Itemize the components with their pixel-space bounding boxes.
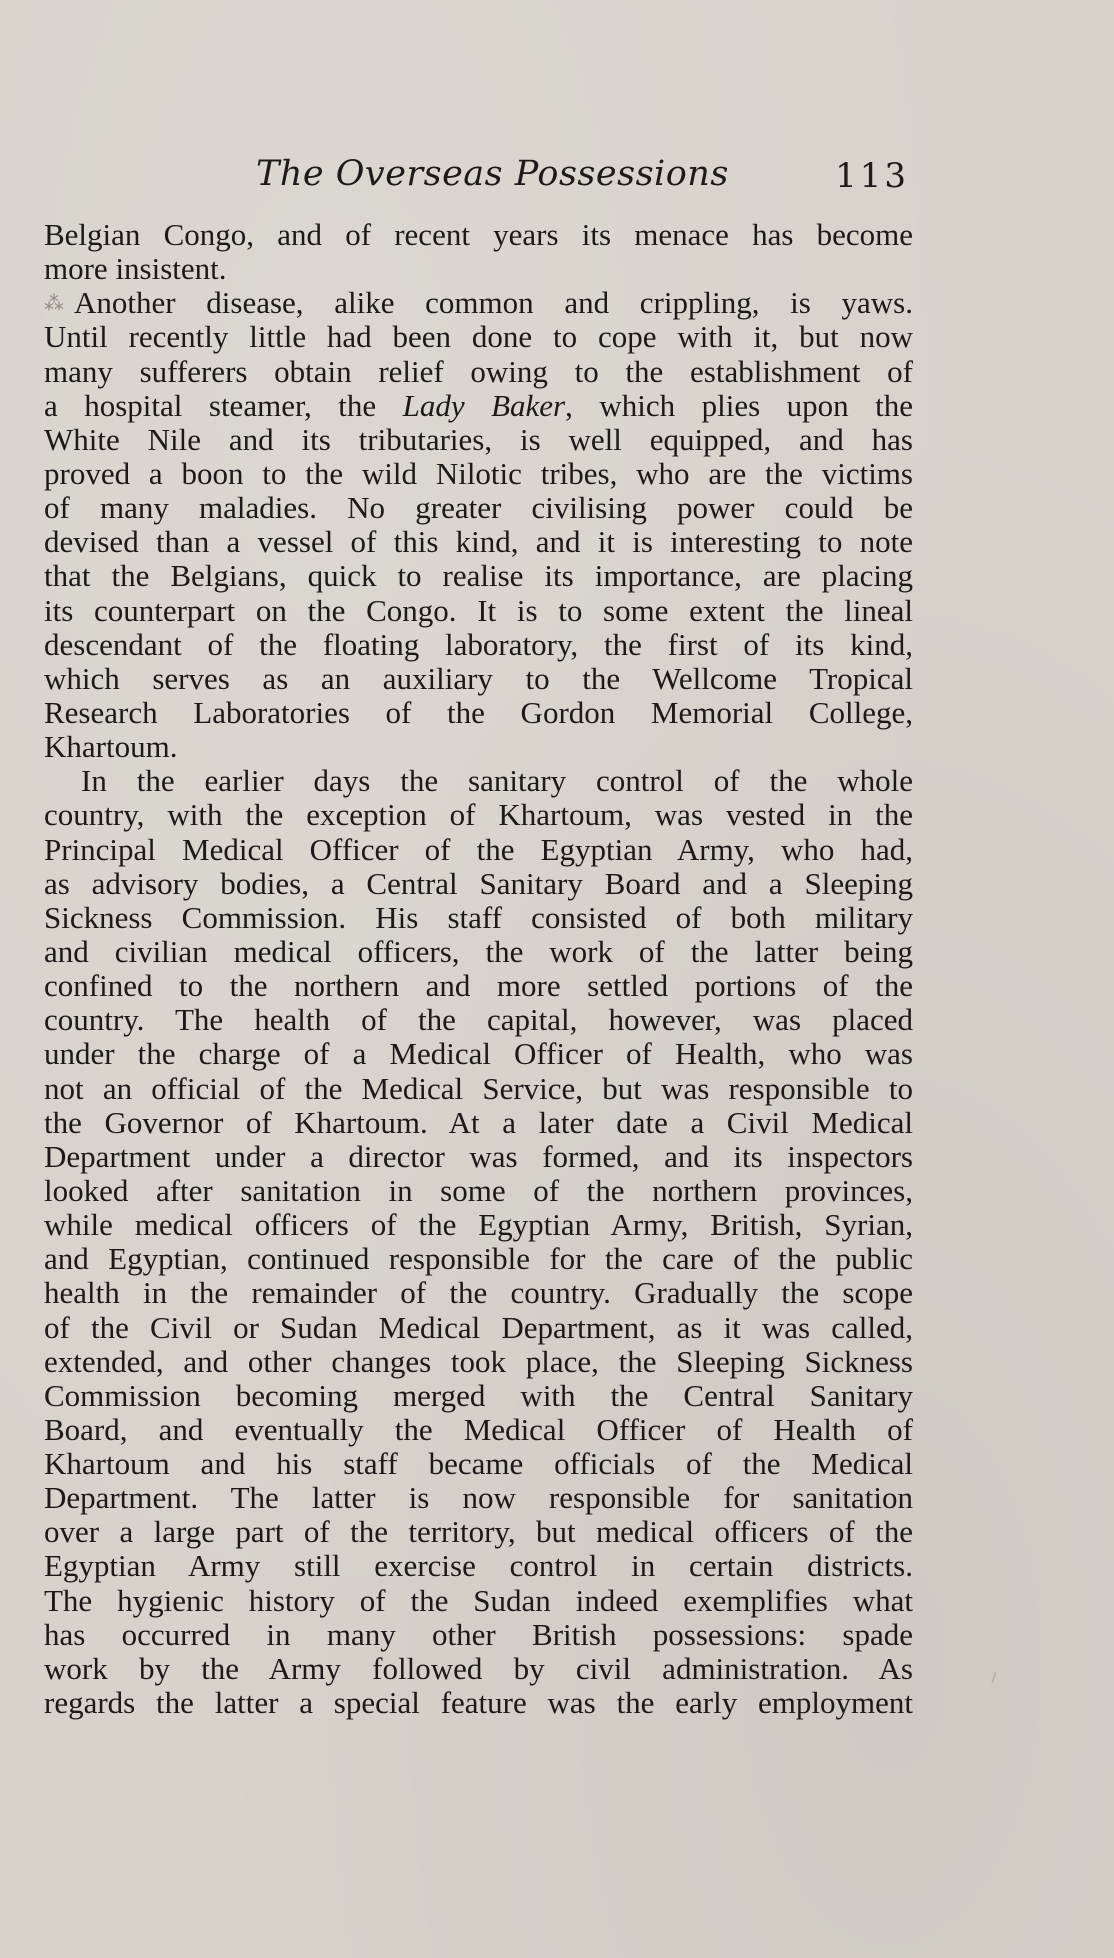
paragraph-2 — [44, 286, 913, 764]
page-header — [44, 152, 913, 204]
text-line-segment: , which plies upon the — [565, 387, 913, 423]
text-line — [44, 389, 913, 423]
text-line: Board, and eventually the Medical Officer of Health of — [44, 1411, 913, 1447]
text-line: extended, and other changes took place, the Sleeping Sickness — [44, 1343, 913, 1379]
text-line: Egyptian Army still exercise control in certain districts. — [44, 1548, 913, 1584]
text-line: confined to the northern and more settled portions of the — [44, 968, 913, 1004]
text-line: and Egyptian, continued responsible for the care of the public — [44, 1241, 913, 1277]
text-line: proved a boon to the wild Nilotic tribes, who are the victims — [44, 455, 913, 491]
text-line: White Nile and its tributaries, is well equipped, and has — [44, 421, 913, 457]
text-line: The hygienic history of the Sudan indeed exemplifies what — [44, 1582, 913, 1618]
text-line: Belgian Congo, and of recent years its menace has become — [44, 217, 913, 252]
text-line: of many maladies. No greater civilising power could be — [44, 490, 913, 526]
text-line: its counterpart on the Congo. It is to some extent the lineal — [44, 592, 913, 628]
text-line: has occurred in many other British possessions: spade — [44, 1616, 913, 1652]
text-line: of the Civil or Sudan Medical Department, as it was called, — [44, 1309, 913, 1345]
text-line-segment: a hospital steamer, the — [44, 387, 403, 423]
text-line: work by the Army followed by civil administration. As — [44, 1650, 913, 1686]
scan-speck — [991, 1672, 996, 1683]
body-text — [44, 218, 913, 1720]
text-line-segment: Another disease, alike common and crippling, is yaws. — [74, 285, 913, 321]
text-line: country, with the exception of Khartoum, was vested in the — [44, 797, 913, 833]
page-number: 113 — [835, 156, 909, 196]
paragraph-1 — [44, 218, 913, 286]
text-line: descendant of the floating laboratory, the first of its kind, — [44, 626, 913, 662]
text-line: which serves as an auxiliary to the Wellcome Tropical — [44, 660, 913, 696]
text-line: Khartoum and his staff became officials of the Medical — [44, 1446, 913, 1482]
text-line: devised than a vessel of this kind, and it is interesting to note — [44, 524, 913, 560]
text-line: Principal Medical Officer of the Egyptian Army, who had, — [44, 831, 913, 867]
text-line — [44, 286, 913, 320]
text-line: under the charge of a Medical Officer of Health, who was — [44, 1036, 913, 1072]
text-line: Research Laboratories of the Gordon Memorial College, — [44, 694, 913, 730]
paragraph-mark-glyph: ⁂ — [44, 293, 64, 316]
text-line: over a large part of the territory, but medical officers of the — [44, 1514, 913, 1550]
text-line: as advisory bodies, a Central Sanitary Board and a Sleeping — [44, 865, 913, 901]
text-line: country. The health of the capital, however, was placed — [44, 1002, 913, 1038]
paragraph-3 — [44, 764, 913, 1720]
text-line: while medical officers of the Egyptian Army, British, Syrian, — [44, 1207, 913, 1243]
text-line: Commission becoming merged with the Central Sanitary — [44, 1377, 913, 1413]
text-line: Sickness Commission. His staff consisted of both military — [44, 899, 913, 935]
text-line: not an official of the Medical Service, but was responsible to — [44, 1070, 913, 1106]
text-line: health in the remainder of the country. Gradually the scope — [44, 1275, 913, 1311]
ship-name-italic: Lady Baker — [402, 387, 566, 423]
text-line: Until recently little had been done to cope with it, but now — [44, 319, 913, 355]
text-line: many sufferers obtain relief owing to the establishment of — [44, 353, 913, 389]
text-line: Department. The latter is now responsible for sanitation — [44, 1480, 913, 1516]
text-line: looked after sanitation in some of the northern provinces, — [44, 1172, 913, 1208]
text-line: the Governor of Khartoum. At a later date a Civil Medical — [44, 1104, 913, 1140]
text-line: In the earlier days the sanitary control of the whole — [81, 763, 913, 799]
text-line: and civilian medical officers, the work of the latter being — [44, 933, 913, 969]
text-line: Department under a director was formed, and its inspectors — [44, 1138, 913, 1174]
text-line: that the Belgians, quick to realise its importance, are placing — [44, 558, 913, 594]
running-head-title: The Overseas Possessions — [256, 154, 729, 194]
text-line: more insistent. — [44, 251, 227, 287]
text-line: Khartoum. — [44, 729, 178, 765]
text-line: regards the latter a special feature was the early employment — [44, 1685, 913, 1721]
